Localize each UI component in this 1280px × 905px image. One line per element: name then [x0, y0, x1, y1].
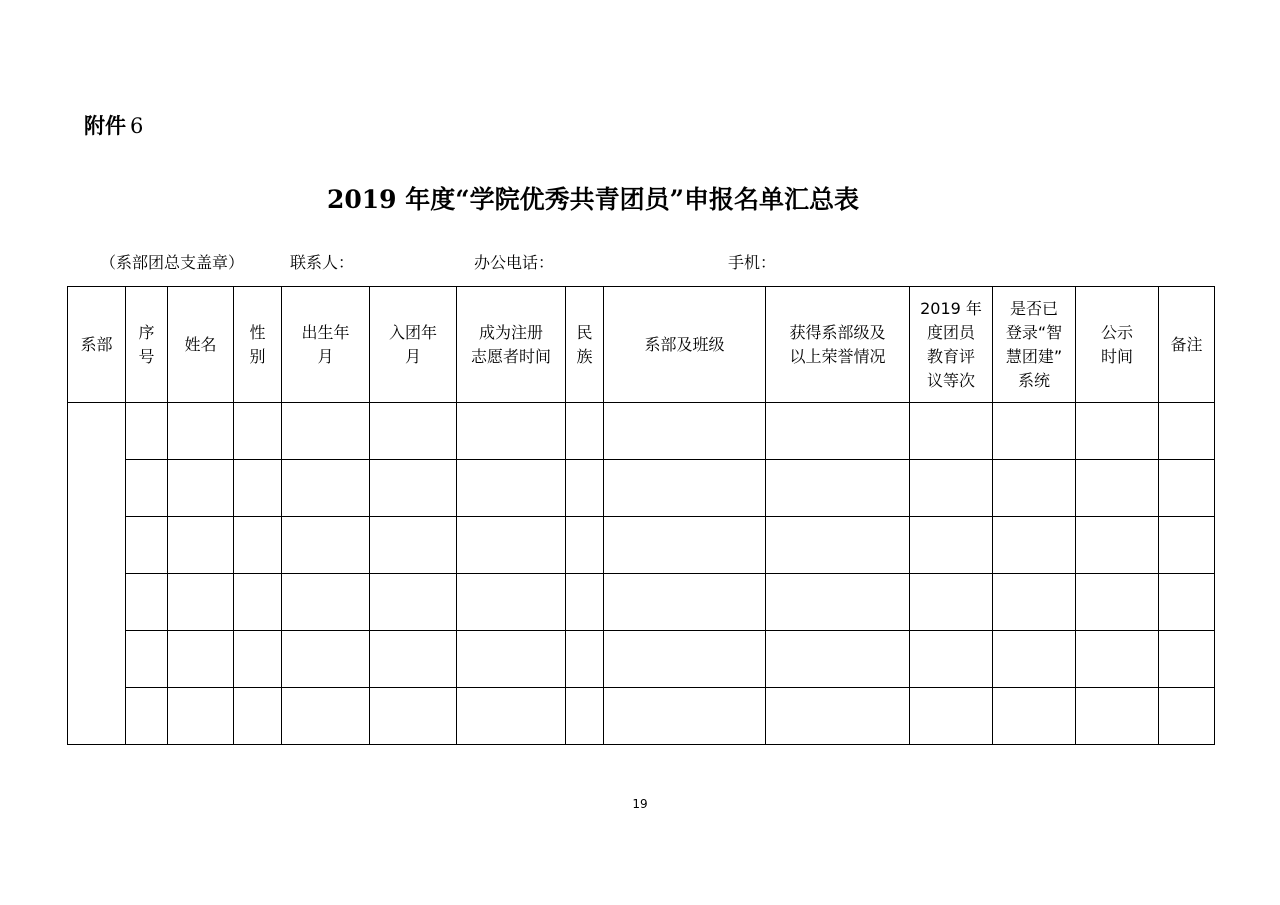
table-row [68, 460, 1215, 517]
table-cell[interactable] [457, 574, 566, 631]
table-cell[interactable] [457, 517, 566, 574]
table-cell[interactable] [168, 631, 234, 688]
table-cell[interactable] [457, 631, 566, 688]
table-cell[interactable] [370, 688, 457, 745]
table-cell[interactable] [168, 574, 234, 631]
table-cell[interactable] [1076, 460, 1159, 517]
table-cell[interactable] [1159, 688, 1215, 745]
header-cell-seq: 序 号 [126, 287, 168, 403]
table-cell[interactable] [126, 688, 168, 745]
table-cell[interactable] [1076, 688, 1159, 745]
table-cell[interactable] [993, 688, 1076, 745]
table-cell[interactable] [234, 403, 282, 460]
table-cell[interactable] [1159, 403, 1215, 460]
document-title: 2019 年度“学院优秀共青团员”申报名单汇总表 [326, 185, 860, 214]
header-cell-honors: 获得系部级及 以上荣誉情况 [766, 287, 910, 403]
table-cell[interactable] [234, 574, 282, 631]
table-cell[interactable] [766, 631, 910, 688]
table-cell[interactable] [1159, 574, 1215, 631]
table-row [68, 403, 1215, 460]
table-cell[interactable] [1076, 574, 1159, 631]
table-cell[interactable] [168, 688, 234, 745]
header-cell-join-date: 入团年 月 [370, 287, 457, 403]
table-cell[interactable] [766, 574, 910, 631]
table-cell[interactable] [566, 574, 604, 631]
table-cell[interactable] [234, 631, 282, 688]
table-cell[interactable] [370, 631, 457, 688]
table-cell[interactable] [566, 460, 604, 517]
table-cell[interactable] [993, 517, 1076, 574]
table-cell[interactable] [1076, 517, 1159, 574]
table-cell[interactable] [1076, 631, 1159, 688]
table-cell[interactable] [457, 688, 566, 745]
table-cell[interactable] [282, 574, 370, 631]
attachment-number: 6 [130, 114, 144, 138]
table-cell[interactable] [1159, 517, 1215, 574]
table-row [68, 688, 1215, 745]
table-cell[interactable] [234, 517, 282, 574]
table-cell[interactable] [604, 631, 766, 688]
table-cell[interactable] [766, 517, 910, 574]
table-cell[interactable] [910, 517, 993, 574]
table-cell[interactable] [282, 631, 370, 688]
header-cell-ethnicity: 民 族 [566, 287, 604, 403]
table-cell[interactable] [604, 517, 766, 574]
table-cell[interactable] [993, 403, 1076, 460]
table-cell[interactable] [604, 574, 766, 631]
header-cell-birth: 出生年 月 [282, 287, 370, 403]
table-cell[interactable] [126, 631, 168, 688]
table-cell[interactable] [126, 574, 168, 631]
header-cell-department: 系部 [68, 287, 126, 403]
contact-label: 联系人： [290, 253, 355, 272]
table-cell[interactable] [566, 403, 604, 460]
seal-label: （系部团总支盖章） [100, 253, 245, 272]
page-number: 19 [632, 797, 648, 811]
office-phone-label: 办公电话： [474, 253, 555, 272]
table-cell[interactable] [566, 631, 604, 688]
table-cell[interactable] [126, 517, 168, 574]
table-cell[interactable] [766, 688, 910, 745]
table-cell[interactable] [168, 460, 234, 517]
table-cell[interactable] [168, 403, 234, 460]
table-cell[interactable] [604, 403, 766, 460]
table-cell[interactable] [604, 460, 766, 517]
table-cell[interactable] [910, 403, 993, 460]
header-cell-system-login: 是否已 登录“智 慧团建” 系统 [993, 287, 1076, 403]
table-cell[interactable] [910, 574, 993, 631]
table-cell[interactable] [168, 517, 234, 574]
table-cell[interactable] [766, 403, 910, 460]
table-cell[interactable] [370, 403, 457, 460]
header-cell-remarks: 备注 [1159, 287, 1215, 403]
table-cell[interactable] [1076, 403, 1159, 460]
attachment-text: 附件 [84, 114, 126, 138]
table-cell[interactable] [234, 460, 282, 517]
header-cell-volunteer-time: 成为注册 志愿者时间 [457, 287, 566, 403]
header-cell-gender: 性 别 [234, 287, 282, 403]
table-cell[interactable] [126, 403, 168, 460]
table-cell[interactable] [457, 403, 566, 460]
table-cell[interactable] [457, 460, 566, 517]
header-cell-class: 系部及班级 [604, 287, 766, 403]
table-cell[interactable] [282, 403, 370, 460]
attachment-label [84, 110, 143, 140]
header-row [68, 287, 1215, 403]
table-cell[interactable] [370, 460, 457, 517]
header-cell-name: 姓名 [168, 287, 234, 403]
header-cell-evaluation: 2019 年 度团员 教育评 议等次 [910, 287, 993, 403]
table-cell[interactable] [370, 517, 457, 574]
table-row [68, 631, 1215, 688]
summary-table [67, 286, 1215, 745]
table-cell[interactable] [234, 688, 282, 745]
table-cell[interactable] [282, 460, 370, 517]
header-cell-publicity-time: 公示 时间 [1076, 287, 1159, 403]
table-cell[interactable] [910, 631, 993, 688]
table-cell[interactable] [766, 460, 910, 517]
table-cell[interactable] [910, 460, 993, 517]
table-cell[interactable] [1159, 631, 1215, 688]
table-cell[interactable] [282, 517, 370, 574]
table-cell[interactable] [370, 574, 457, 631]
table-cell[interactable] [1159, 460, 1215, 517]
table-cell[interactable] [993, 631, 1076, 688]
table-cell[interactable] [566, 688, 604, 745]
table-cell[interactable] [993, 460, 1076, 517]
mobile-label: 手机： [728, 253, 777, 272]
table-cell[interactable] [910, 688, 993, 745]
table-row [68, 517, 1215, 574]
table-row [68, 574, 1215, 631]
department-merged-cell[interactable] [68, 403, 126, 745]
table-cell[interactable] [566, 517, 604, 574]
table-cell[interactable] [126, 460, 168, 517]
table-cell[interactable] [282, 688, 370, 745]
table-cell[interactable] [993, 574, 1076, 631]
table-cell[interactable] [604, 688, 766, 745]
